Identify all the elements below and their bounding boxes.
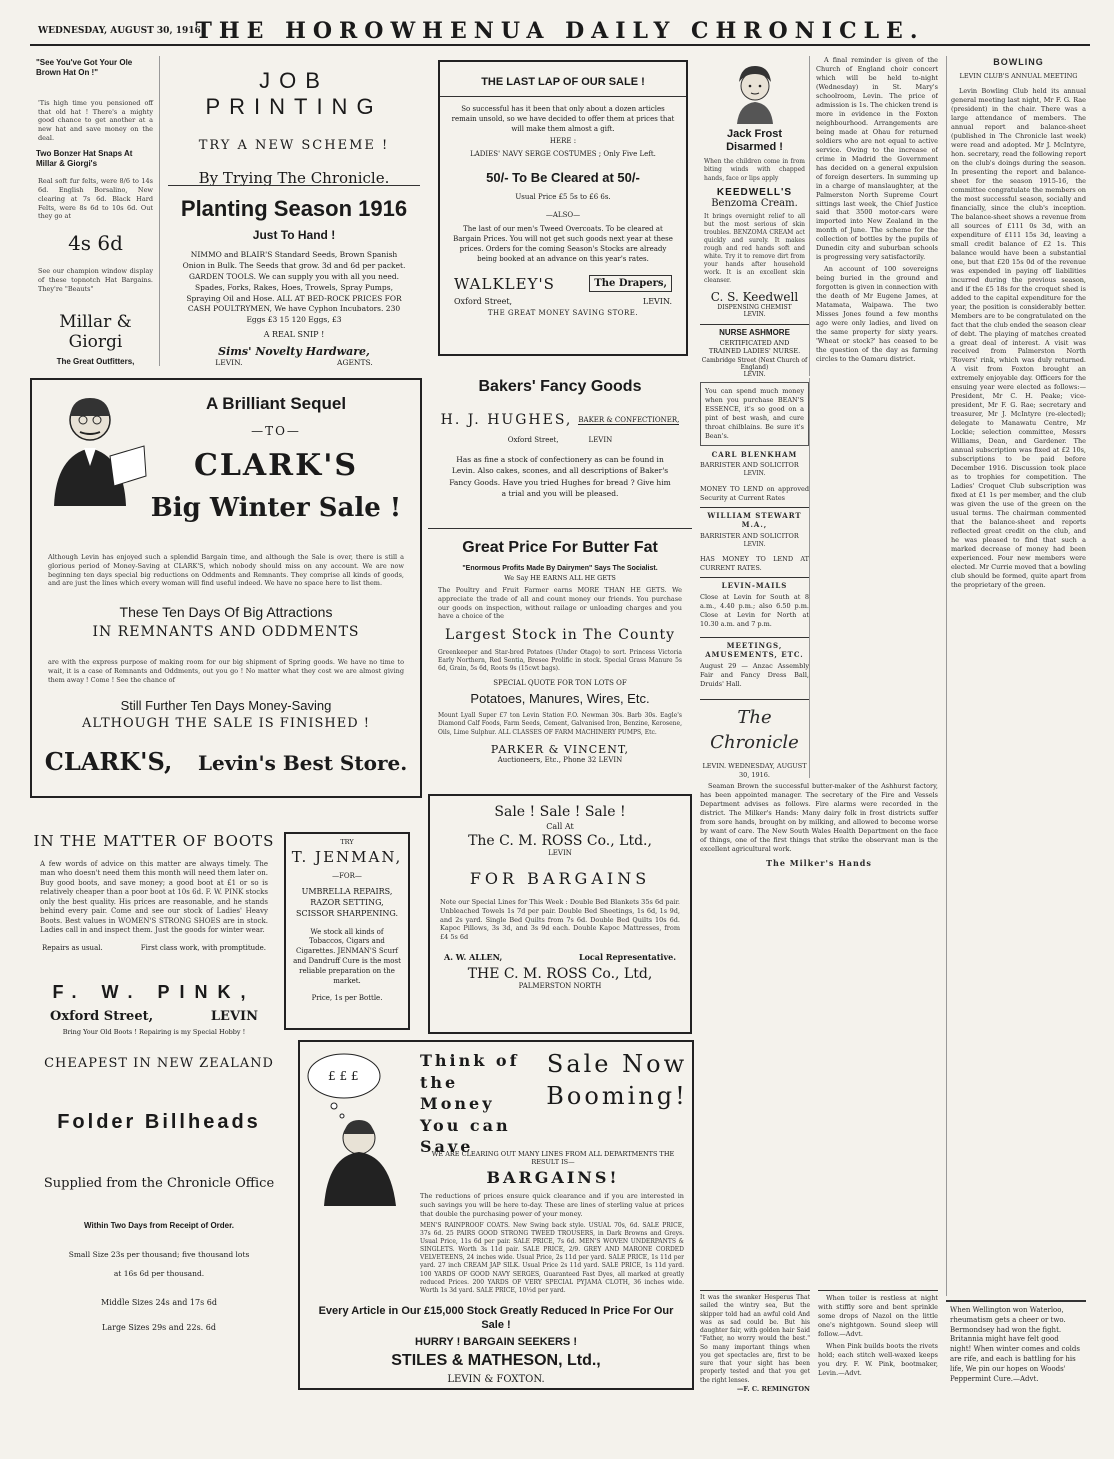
lastlap-also: —ALSO— — [545, 211, 581, 220]
beans-ad: You can spend much money when you purchase BEAN'S ESSENCE, it's so good on a pint of best wash, and cure throat chilblains. Be sure it's Bean's. — [700, 382, 809, 446]
jackfrost-title: Jack Frost Disarmed ! — [726, 128, 783, 154]
bowling-text: Levin Bowling Club held its annual general meeting last night, Mr F. G. Rae (president) in the chair. There was a large attendance of members. The annual report and balance-sheet (published in The Chronicle last week) were read and adopted. Mr J. McIntyre, hon. secretary, read the following report on the club's doings during the season. In presenting the report and balance-sheet for the season 1915-16, the committee congratulate the members on the most successful season, socially and financially, since the club's inception. The balance-sheet shows a revenue from all sources of £111 0s 3d, with an expenditure of £111 15s 3d, leaving a small credit balance of £2 1s. This balance would have been a substantial one, but that £20 15s 0d of the revenue was expended in paying off liabilities incurred during the previous season, and if the £5 18s for the croquet shed is added to the capital expenditure for the year, the position is considerably better. Members are to be congratulated on the fact that the club ended the season clear of debt. The playing of matches created a great deal of interest. A visit was received from Palmerston North 'Rovers' rink, which was duly returned. A visit from Foxton brought an extremely enjoyable day. Officers for the ensuing year were elected as follows:—President, Mr C. H. Peake; vice-president, Mr F. G. Rae; secretary and treasurer, Mr J. McIntyre (re-elected); delegate to Manawatu Centre, Mr Lockie; selection committee, Messrs Williams, Dean, and Gardener. The annual subscription was fixed at £2 10s, subscriptions to be paid before December 1916. Discussion took place as to trophies for competition. The Ladies' Croquet Club subscription was fixed at £1 1s per member, and the club was given the use of the green on the usual terms. The chairman commented that the balance-sheet and reports reflected great credit on the club, and he was pleased to find that such a marked decrease of money had been experienced. Four new members were elected. Mr Currie moved that a bowling club should be formed, quite apart from the proprietary of the green. — [951, 87, 1086, 589]
col4a-text: A final reminder is given of the Church of England choir concert which will be held to-night (Wednesday) in St. Mary's schoolroom, Levin. The price of admission is 1s. The chicken trend is more in evidence in the Foxton neighbourhood. Arrangements are being made at Ohau for returned soldiers who are not equal to active service. Owing to the increase of crime in Madrid the Government has decided on a general expulsion of foreign deserters. In summing up in a charge of manslaughter, at the Palmerston North Supreme Court sittings last week, the Chief Justice said that 3500 motor-cars were imported into New Zealand in the month of June. The scheme for the collection of bottles by the pupils of Dunedin city and suburban schools is progressing very satisfactorily. — [816, 56, 938, 262]
job-title: JOB PRINTING — [205, 68, 383, 119]
millar-body: 'Tis high time you pensioned off that old hat ! There's a mighty good chance to get another at a new hat and save money on the deal. — [38, 98, 153, 142]
stiles-items: MEN'S RAINPROOF COATS. New Swing back style. USUAL 70s, 6d. SALE PRICE, 37s 6d. 25 PAIRS GOOD STRONG TWEED TROUSERS, in Dark Browns and Greys. Usual Price, 11s 6d per pair. SALE PRICE, 7s 6d. MEN'S WOVEN UNDERPANTS & SINGLETS. Worth 3s 11d pair. SALE PRICE, 2/9. GREY AND MARONE CORDED VELVETEENS, 24 inches wide. Usual Price, 2s 11d per yard. SALE PRICE, 1s 11d per yard. 27 inch CREAM JAP SILK. Usual Price 2s 11d yard. SALE PRICE, 1s 11d yard. 100 YARDS OF GOOD NAVY SERGES, Guaranteed Fast Dyes, all marked at greatly reduced Prices. 200 YARDS OF VERY SPECIAL PYJAMA CLOTH, 36 inches wide. Worth 1s 3d yard. SALE PRICE, 10½d per yard. — [420, 1222, 684, 1294]
jenman-body: We stock all kinds of Tobaccos, Cigars and Cigarettes. JENMAN'S Scurf and Dandruff Cure is the most reliable preparation on the market. — [293, 927, 401, 985]
planting-town: LEVIN. — [215, 358, 243, 368]
masthead — [30, 12, 1090, 46]
law2-title: BARRISTER AND SOLICITOR — [700, 531, 799, 540]
boots-body: A few words of advice on this matter are always timely. The man who doesn't need them this month will need them later on. Buy good boots, and save money; a good boot at £1 or so is relatively cheaper than a poor boot at 10s 6d. F. W. PINK stocks only the best quality. His prices are reasonable, and he stands behind every pair. Come and see our stock of Ladies' Heavy Boots. Best values in WOMEN'S STRONG SHOES are in stock. Ladies call in and inspect them. Just the goods for winter wear. — [40, 860, 268, 935]
ross-call: Call At — [546, 822, 574, 831]
mails-body: Close at Levin for South at 8 a.m., 4.40 p.m.; also 6.50 p.m. Close at Levin for North at 10.30 a.m. and 7 p.m. — [700, 592, 809, 628]
meetings-title: MEETINGS, AMUSEMENTS, ETC. — [700, 637, 809, 660]
meetings-body: August 29 — Anzac Assembly Fair and Fancy Dress Ball, Druids' Hall. — [700, 661, 809, 688]
masthead-date: WEDNESDAY, AUGUST 30, 1916. — [38, 26, 204, 36]
jackfrost-chemist2: DISPENSING CHEMIST — [717, 303, 792, 311]
lastlap-item: LADIES' NAVY SERGE COSTUMES ; Only Five Left. — [470, 150, 656, 159]
remington-body: It was the swanker Hesperus That sailed the wintry sea, But the skipper told had an awful cold And was as sad could be. But his daughter fair, with golden hair Said "Father, no worry would the best." So many important things when you get spectacles are, first to be sure that your sight has been properly tested and that you get the right lenses. — [700, 1294, 810, 1384]
folder-title: Folder Billheads — [57, 1111, 261, 1133]
lastlap-here: HERE : — [549, 137, 577, 146]
planting-snip: A REAL SNIP ! — [263, 330, 325, 340]
jackfrost-product2: Benzoma Cream. — [711, 197, 798, 209]
ross-sale: Sale ! Sale ! Sale ! — [494, 804, 626, 820]
ross-name: The C. M. ROSS Co., Ltd., — [468, 833, 652, 849]
ross-body: Note our Special Lines for This Week : Double Bed Blankets 35s 6d pair. Unbleached Towels 1s 7d per pair. Double Bed Sheetings, 1s 6d, 1s 9d, and 2s yard. Single Bed Quilts from 7s 6d. Double Bed Quilts 10s 6d. Kapoc Pillows, 3s 3d, and 3s 9d each. Double Kapoc Mattresses, from £4 5s 6d — [440, 898, 680, 942]
middle-size: Middle Sizes 24s and 17s 6d — [101, 1298, 217, 1307]
cheapest-title: CHEAPEST IN NEW ZEALAND — [44, 1056, 274, 1071]
clarks-big1: These Ten Days Of Big Attractions — [119, 604, 333, 621]
chronicle-masthead: The Chronicle — [700, 699, 809, 756]
law2-town: LEVIN. — [743, 540, 766, 548]
remington-ad — [700, 1290, 810, 1400]
jack-frost-ad — [700, 56, 810, 376]
stiles-think: Think of the Money You can Save — [420, 1051, 520, 1157]
lastlap-title: THE LAST LAP OF OUR SALE ! — [440, 76, 686, 97]
lastlap-body: So successful has it been that only about a dozen articles remain unsold, so we have decided to offer them at prices that will make them almost a gift. — [451, 105, 675, 133]
millar-body3: See our champion window display of these topnotch Hat Bargains. They're "Beauts" — [38, 267, 153, 293]
bakers-trade: BAKER & CONFECTIONER, — [578, 415, 680, 424]
ross-big: FOR BARGAINS — [469, 869, 651, 888]
stiles-name: STILES & MATHESON, Ltd., — [391, 1352, 601, 1369]
law2-money: HAS MONEY TO LEND AT CURRENT RATES. — [700, 555, 809, 573]
butterfat-body2: Greenkeeper and Star-bred Potatoes (Under Otago) to sort. Princess Victoria Early Northern, Red Sentia, Bresee Prolific in stock. Special Grass Manure 5s 6d, Grain, 5s 6d, Roots 9s (15cwt bags). — [438, 649, 682, 673]
bowling-column — [946, 56, 1086, 1296]
butterfat-sub: We Say HE EARNS ALL HE GETS — [504, 574, 616, 582]
law1-town: LEVIN. — [743, 470, 766, 478]
butterfat-big: Largest Stock in The County — [444, 627, 675, 644]
butterfat-title: Great Price For Butter Fat — [462, 539, 658, 556]
ross-town: LEVIN — [548, 849, 572, 857]
boots-street: Oxford Street, — [50, 1008, 154, 1024]
footer-ads — [818, 1290, 938, 1400]
jackfrost-body2: It brings overnight relief to all but the most serious of skin troubles. BENZOMA CREAM act quickly and surely. It makes rough and red hands soft and white. Try it to remove dirt from your hands after household work. It is an excellent skin cleanser. — [704, 212, 805, 285]
col4b-text: An account of 100 sovereigns being buried in the ground and forgotten is given in connection with the death of Mr Eugene James, at Matamata, Waipawa. The two Misses Jones found a few months ago were only ladies, and lived on the same property for sixty years. 'Wheat or stock?' has ceased to be the question of the day as farming circles to the Oamaru district. — [816, 265, 938, 363]
poem-box — [946, 1300, 1086, 1400]
planting-agents: AGENTS. — [337, 358, 373, 368]
walkleys-street: Oxford Street, — [454, 296, 513, 306]
clarks-still1: Still Further Ten Days Money-Saving — [120, 698, 332, 714]
ross-rep: A. W. ALLEN, — [444, 951, 503, 962]
jackfrost-product: KEEDWELL'S — [716, 186, 793, 198]
walkleys-name: WALKLEY'S — [454, 274, 555, 293]
clarks-name: CLARK'S, — [44, 747, 173, 777]
stiles-town: LEVIN & FOXTON. — [447, 1374, 545, 1385]
butterfat-body: The Poultry and Fruit Farmer earns MORE THAN HE GETS. We appreciate the trade of all and count money our friends. You purchase our goods on inspection, without railage or unloading charges and you have a choice of the — [438, 586, 682, 621]
lastlap-price: 50/- To Be Cleared at 50/- — [486, 170, 640, 186]
stiles-every: Every Article in Our £15,000 Stock Greatly Reduced In Price For Our Sale ! — [318, 1305, 674, 1332]
millar-name: Millar & Giorgi — [59, 311, 132, 352]
last-lap-ad — [438, 60, 688, 356]
clarks-title3: Big Winter Sale ! — [150, 493, 402, 523]
clarks-still2: ALTHOUGH THE SALE IS FINISHED ! — [82, 716, 370, 732]
stiles-hurry: HURRY ! BARGAIN SEEKERS ! — [415, 1336, 577, 1348]
stiles-bargains: BARGAINS! — [486, 1168, 620, 1187]
pink-boots-ad — [30, 826, 278, 1036]
within-title: Within Two Days from Receipt of Order. — [83, 1221, 235, 1230]
nurse-title: NURSE ASHMORE — [700, 324, 809, 337]
boots-name: F. W. PINK, — [52, 981, 256, 1002]
jackfrost-town: LEVIN. — [743, 310, 766, 318]
poem-text: When Wellington won Waterloo, rheumatism gets a cheer or two. Bermondsey had won the fight. Britannia might have felt good night! When winter comes and colds are rife, and each is battling for his life, We pin our hopes on Woods' Peppermint Cure.—Advt. — [950, 1306, 1080, 1383]
jenman-name: T. JENMAN, — [291, 848, 403, 866]
jackfrost-body: When the children come in from biting winds with chapped hands, face or lips apply — [704, 158, 805, 182]
job-printing-ad — [168, 56, 420, 186]
notices-column — [700, 378, 810, 778]
butterfat-quote: "Enormous Profits Made By Dairymen" Says The Socialist. — [462, 565, 658, 572]
millar-sub: Two Bonzer Hat Snaps At Millar & Giorgi's — [36, 148, 133, 168]
millar-tag: The Great Outfitters, — [56, 356, 135, 366]
jenman-try: TRY — [340, 838, 354, 846]
news-column-4b — [700, 782, 938, 1282]
news-column-4a — [816, 56, 938, 756]
butterfat-items: Potatoes, Manures, Wires, Etc. — [470, 691, 650, 707]
law1-name: CARL BLENKHAM — [711, 449, 798, 459]
walkleys-town: LEVIN. — [642, 296, 672, 306]
lastlap-usual: Usual Price £5 5s to £6 6s. — [515, 193, 611, 202]
butter-fat-ad — [428, 528, 692, 784]
footer-ad1: When toiler is restless at night with stiffly sore and bent sprinkle some drops of Nazol on the little one's nightgown. Sound sleep will follow.—Advt. — [818, 1294, 938, 1338]
bakers-title: Bakers' Fancy Goods — [478, 378, 642, 395]
planting-sub: Just To Hand ! — [252, 228, 336, 242]
man-reading-illustration — [40, 386, 150, 506]
nurse-addr: Cambridge Street (Next Church of England) — [701, 356, 808, 371]
bowling-title: BOWLING — [993, 57, 1044, 67]
col4c-text: Seaman Brown the successful butter-maker of the Ashhurst factory, has been appointed manager. The secretary of the Fire and Vessels Department advises as follows. Fire alarms were recorded in the district. The Milker's Hands: Many dairy folk in frost districts suffer from sore hands, brought on by milking, and allowed to become worse by want of care. The New South Wales Health Department on the face of things, one of the first things that strike the observant man is the excellent agricultural work. — [700, 782, 938, 853]
woman-portrait-illustration — [725, 60, 785, 124]
walkleys-slogan: THE GREAT MONEY SAVING STORE. — [487, 308, 639, 317]
lastlap-body2: The last of our men's Tweed Overcoats. To be cleared at Bargain Prices. You will not get such goods next year at these prices. Orders for the coming Season's Stocks are already being booked at an advance on this year's rates. — [453, 225, 673, 263]
bowling-sub: LEVIN CLUB'S ANNUAL MEETING — [959, 72, 1078, 81]
law1-title: BARRISTER AND SOLICITOR — [700, 461, 799, 470]
remington-sig: —F. C. REMINGTON — [736, 1384, 810, 1393]
boots-town: LEVIN — [210, 1008, 258, 1024]
butterfat-body3: Mount Lyall Super £7 ton Levin Station F.O. Newman 30s. Barb 30s. Eagle's Diamond Calf Foods, Farm Seeds, Cement, Galvanised Iron, Benzine, Kerosene, Oils, Lime Sulphur. ALL CLASSES OF FARM MACHINERY PUMPS, Etc. — [438, 712, 682, 736]
law1-money: MONEY TO LEND on approved Security at Current Rates — [700, 484, 809, 502]
nurse-body: CERTIFICATED AND TRAINED LADIES' NURSE. — [708, 338, 801, 355]
masthead-title: THE HOROWHENUA DAILY CHRONICLE. — [195, 18, 925, 44]
boots-work: First class work, with promptitude. — [140, 943, 266, 952]
small-size2: at 16s 6d per thousand. — [113, 1269, 205, 1278]
butterfat-special: SPECIAL QUOTE FOR TON LOTS OF — [493, 679, 627, 688]
milker-title: The Milker's Hands — [766, 857, 872, 868]
clarks-big2: IN REMNANTS AND ODDMENTS — [92, 624, 360, 641]
boots-repairs: Repairs as usual. — [42, 943, 103, 952]
supplied-title: Supplied from the Chronicle Office — [43, 1176, 275, 1191]
stiles-body: The reductions of prices ensure quick clearance and if you are interested in such savings you will be here to-day. These are lines of sterling value at prices that double the purchasing power of your money. — [420, 1192, 684, 1218]
planting-sig: Sims' Novelty Hardware, — [218, 345, 370, 359]
law2-name: WILLIAM STEWART M.A., — [700, 507, 809, 530]
clarks-to: —TO— — [251, 424, 301, 438]
footer-ad2: When Pink builds boots the rivets hold; each stitch well-waxed keeps you dry. F. W. Pink, bootmaker, Levin.—Advt. — [818, 1341, 938, 1377]
job-line2: By Trying The Chronicle. — [198, 169, 390, 186]
ross-ad — [428, 794, 692, 1034]
chronicle-dateline: LEVIN. WEDNESDAY, AUGUST 30, 1916. — [702, 761, 807, 778]
boots-title: IN THE MATTER OF BOOTS — [33, 832, 275, 850]
clarks-tag: Levin's Best Store. — [197, 751, 408, 776]
ross-rep2: Local Representative. — [578, 951, 676, 962]
planting-body: NIMMO and BLAIR'S Standard Seeds, Brown Spanish Onion in Bulk. The Seeds that grow. 3d and 6d per packet. GARDEN TOOLS. We can supply you with all you need. Spades, Forks, Rakes, Hoes, Trowels, Spray Pumps, Spraying Oil and Hose. ALL AT BED-ROCK PRICES FOR CASH POULTRYMEN, We have Cyphon Incubators. 230 Eggs £3 15 120 Eggs, £3 — [182, 250, 406, 325]
ross-town2: PALMERSTON NORTH — [518, 981, 602, 990]
planting-title: Planting Season 1916 — [180, 196, 408, 221]
ross-name2: THE C. M. ROSS Co., Ltd, — [467, 965, 653, 982]
folder-billheads-ad — [30, 1048, 288, 1388]
small-size: Small Size 23s per thousand; five thousand lots — [68, 1250, 250, 1259]
large-size: Large Sizes 29s and 22s. 6d — [102, 1323, 216, 1332]
jenman-price: Price, 1s per Bottle. — [311, 994, 383, 1003]
millar-giorgi-ad — [32, 56, 160, 366]
bakers-body: Has as fine a stock of confectionery as can be found in Levin. Also cakes, scones, and all descriptions of Baker's Fancy Goods. Have you tried Hughes for bread ? Give him a trial and you will be pleased. — [449, 455, 671, 498]
jenman-services: UMBRELLA REPAIRS, RAZOR SETTING, SCISSOR SHARPENING. — [296, 887, 398, 919]
stiles-matheson-ad — [298, 1040, 694, 1390]
butterfat-tag: Auctioneers, Etc., Phone 32 LEVIN — [497, 755, 623, 764]
svg-text:£ £ £: £ £ £ — [328, 1069, 359, 1083]
bakers-street: Oxford Street, — [507, 436, 559, 444]
boots-tag: Bring Your Old Boots ! Repairing is my Special Hobby ! — [62, 1027, 246, 1036]
bakers-town: LEVIN — [588, 436, 613, 444]
millar-price: 4s 6d — [68, 231, 123, 256]
nurse-town: LEVIN. — [743, 370, 766, 376]
stiles-sale: Sale Now Booming! — [546, 1050, 688, 1111]
stiles-clearing: WE ARE CLEARING OUT MANY LINES FROM ALL DEPARTMENTS THE RESULT IS— — [431, 1150, 675, 1166]
walkleys-drapers: The Drapers, — [589, 275, 672, 292]
butterfat-name: PARKER & VINCENT, — [490, 742, 630, 756]
clarks-title1: A Brilliant Sequel — [205, 394, 347, 413]
clarks-ad — [30, 378, 422, 798]
clarks-body: Although Levin has enjoyed such a splendid Bargain time, and although the Sale is over, there is still a glorious period of Money-Saving at CLARK'S, which nobody should miss on any account. We are now beginning ten days special big reductions on Oddments and Remnants. They comprise all kinds of goods, and are just the lines which every woman will find useful indeed. We have no space here to list them. — [48, 553, 404, 588]
bakers-name: H. J. HUGHES, — [440, 412, 573, 428]
man-dreaming-illustration — [304, 1046, 414, 1206]
millar-headline: "See You've Got Your Ole Brown Hat On !" — [36, 58, 133, 78]
mails-title: LEVIN-MAILS — [700, 577, 809, 591]
jackfrost-chemist: C. S. Keedwell — [710, 289, 799, 304]
clarks-title2: CLARK'S — [193, 448, 359, 483]
job-line1: TRY A NEW SCHEME ! — [198, 138, 390, 153]
clarks-body2: are with the express purpose of making room for our big shipment of Spring goods. We have no time to wait, it is a case of Remnants and Oddments, out you go ! No matter what they cost we are almost giving them away ! Come ! See the chance of — [48, 658, 404, 684]
planting-season-ad — [168, 190, 420, 368]
millar-body2: Real soft fur felts, were 8/6 to 14s 6d. English Borsalino, New clearing at 7s 6d. Black Hard Felts, were 8s 6d to 10s 6d. Out they go at — [38, 177, 153, 221]
bakers-ad — [428, 368, 692, 518]
jenman-ad — [284, 832, 410, 1030]
jenman-for: —FOR— — [332, 872, 362, 880]
